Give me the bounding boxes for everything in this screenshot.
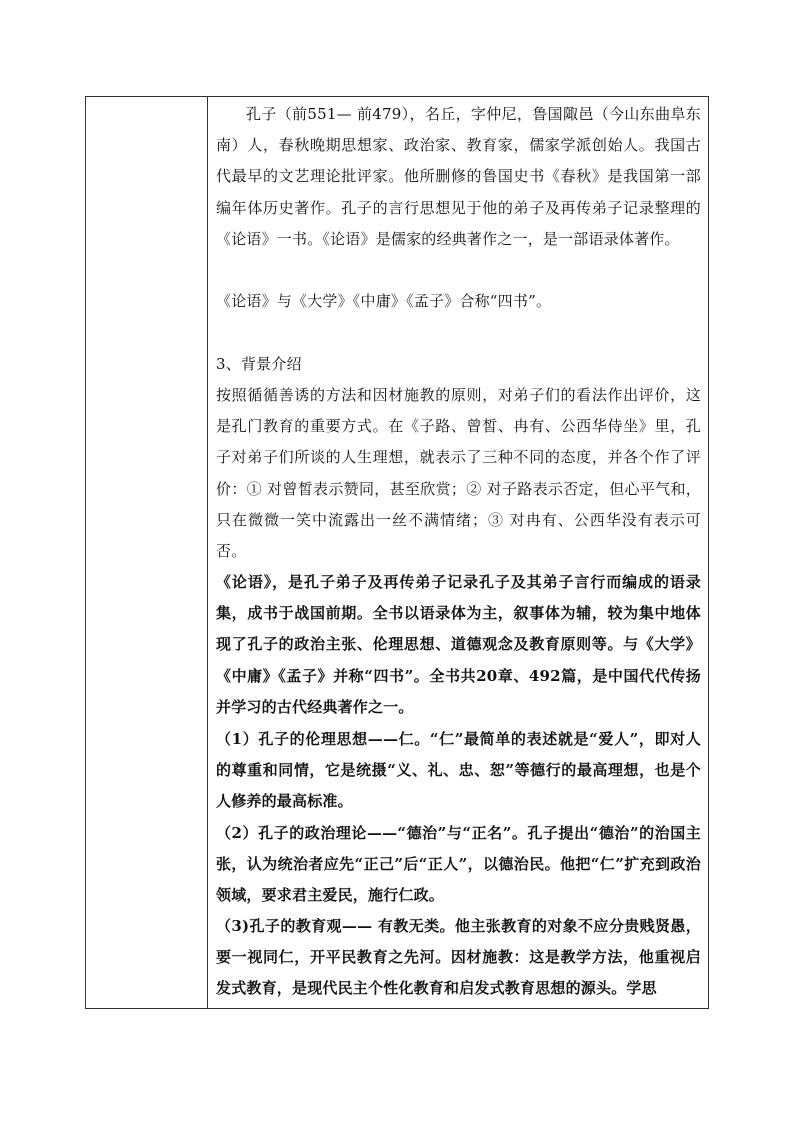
lunyu-paragraph: 《论语》，是孔子弟子及再传弟子记录孔子及其弟子言行而编成的语录集，成书于战国前期。全书以语录体为主，叙事体为辅，较为集中地体现了孔子的政治主张、伦理思想、道德观念及教育原则等。与《大学》《中庸》《孟子》并称“四书”。全书共20章、492篇，是中国代代传扬并学习的古代经典著作之一。	[216, 573, 701, 716]
section-heading: 3、背景介绍	[216, 355, 302, 373]
education-point: （3)孔子的教育观—— 有教无类。他主张教育的对象不应分贵贱贤愚，要一视同仁，开平民教育之先河。因材施教：这是教学方法，他重视启发式教育，是现代民主个性化教育和启发式教育思想的源头。学思	[216, 917, 701, 998]
four-books-line: 《论语》与《大学》《中庸》《孟子》合称“四书”。	[216, 292, 552, 310]
left-cell	[86, 97, 207, 1008]
ethics-point: （1）孔子的伦理思想——仁。“仁”最简单的表述就是“爱人”，即对人的尊重和同情，它是统摄“义、礼、忠、恕”等德行的最高理想，也是个人修养的最高标准。	[216, 730, 701, 811]
content-cell	[216, 97, 701, 1008]
politics-point: （2）孔子的政治理论——“德治”与“正名”。孔子提出“德治”的治国主张，认为统治者应先“正己”后“正人”，以德治民。他把“仁”扩充到政治领域，要求君主爱民，施行仁政。	[216, 824, 701, 905]
column-divider	[207, 97, 208, 1008]
background-paragraph: 按照循循善诱的方法和因材施教的原则，对弟子们的看法作出评价，这是孔门教育的重要方式。在《子路、曾皙、冉有、公西华侍坐》里，孔子对弟子们所谈的人生理想，就表示了三种不同的态度，并各个作了评价：① 对曾皙表示赞同，甚至欣赏；② 对子路表示否定，但心平气和，只在微微一笑中流露出一丝不满情绪；③ 对冉有、公西华没有表示可否。	[216, 386, 701, 561]
intro-paragraph: 孔子（前551— 前479），名丘，字仲尼，鲁国陬邑（今山东曲阜东南）人，春秋晚期思想家、政治家、教育家，儒家学派创始人。我国古代最早的文艺理论批评家。他所删修的鲁国史书《春秋》是我国第一部编年体历史著作。孔子的言行思想见于他的弟子及再传弟子记录整理的《论语》一书。《论语》是儒家的经典著作之一，是一部语录体著作。	[216, 105, 701, 248]
document-table	[85, 96, 709, 1009]
